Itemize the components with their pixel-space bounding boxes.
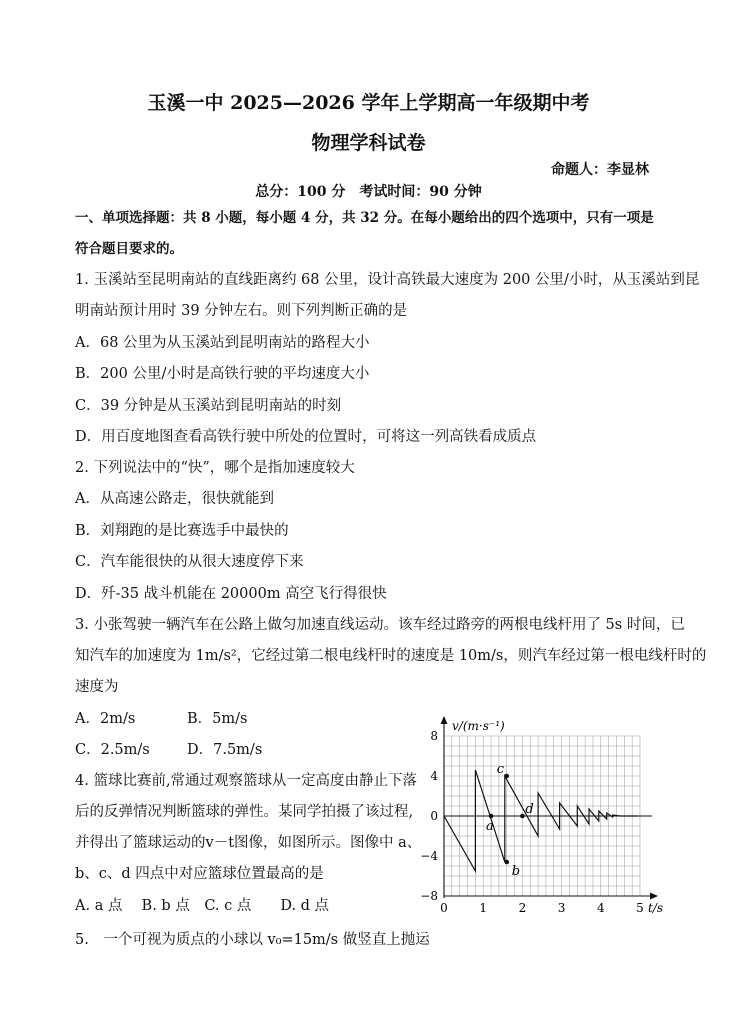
velocity-time-graph xyxy=(412,712,670,922)
point-a-label: a xyxy=(486,819,494,834)
x-tick-label: 2 xyxy=(518,901,527,915)
section-heading: 一、单项选择题：共 8 小题，每小题 4 分，共 32 分。在每小题给出的四个选项中，只有一项是 xyxy=(75,210,654,226)
q1-stem-line1: 1. 玉溪站至昆明南站的直线距离约 68 公里，设计高铁最大速度为 200 公里/小时，从玉溪站到昆 xyxy=(75,272,700,288)
x-tick-label: 3 xyxy=(557,901,566,915)
q4-stem-line1: 4. 篮球比赛前,常通过观察篮球从一定高度由静止下落 xyxy=(75,773,418,789)
x-tick-label: 1 xyxy=(479,901,488,915)
point-b-marker xyxy=(504,860,509,865)
y-axis-label: v/(m·s⁻¹) xyxy=(452,719,505,733)
q3-stem-line1: 3. 小张驾驶一辆汽车在公路上做匀加速直线运动。该车经过路旁的两根电线杆用了 5s 时间，已 xyxy=(75,617,685,633)
q3-option-b: B．5m/s xyxy=(187,711,248,727)
point-d-label: d xyxy=(525,802,534,817)
point-a-marker xyxy=(489,814,494,819)
q4-stem-line2: 后的反弹情况判断篮球的弹性。某同学拍摄了该过程, xyxy=(75,804,414,820)
q4-stem-line3: 并得出了篮球运动的v－t图像，如图所示。图像中 a、 xyxy=(75,835,422,851)
point-c-marker xyxy=(504,774,509,779)
y-tick-label: 0 xyxy=(430,809,438,823)
y-tick-label: 4 xyxy=(430,769,438,783)
q3-option-c: C．2.5m/s xyxy=(75,742,150,758)
q2-option-d: D．歼-35 战斗机能在 20000m 高空飞行得很快 xyxy=(75,586,387,602)
y-tick-label: 8 xyxy=(430,729,438,743)
score-time-line: 总分：100 分 考试时间：90 分钟 xyxy=(255,184,482,200)
q5-stem-line1: 5. 一个可视为质点的小球以 v₀=15m/s 做竖直上抛运 xyxy=(75,932,430,948)
x-tick-label: 4 xyxy=(596,901,605,915)
author-line: 命题人：李显林 xyxy=(551,162,649,178)
q3-option-d: D．7.5m/s xyxy=(187,742,263,758)
q1-option-b: B．200 公里/小时是高铁行驶的平均速度大小 xyxy=(75,366,370,382)
x-tick-label: 0 xyxy=(440,901,448,915)
q1-stem-line2: 明南站预计用时 39 分钟左右。则下列判断正确的是 xyxy=(75,303,408,319)
point-d-marker xyxy=(520,814,525,819)
point-b-label: b xyxy=(511,864,521,879)
q4-stem-line4: b、c、d 四点中对应篮球位置最高的是 xyxy=(75,866,324,882)
exam-title: 玉溪一中 2025—2026 学年上学期高一年级期中考 xyxy=(147,92,590,114)
q3-stem-line3: 速度为 xyxy=(75,679,119,695)
graph-labeled-points xyxy=(486,762,534,879)
q1-option-a: A．68 公里为从玉溪站到昆明南站的路程大小 xyxy=(75,335,370,351)
q3-stem-line2: 知汽车的加速度为 1m/s²，它经过第二根电线杆时的速度是 10m/s，则汽车经过第一根电线杆时的 xyxy=(75,648,707,664)
q1-option-c: C．39 分钟是从玉溪站到昆明南站的时刻 xyxy=(75,398,342,414)
y-tick-label: −4 xyxy=(420,849,438,863)
x-axis-arrow xyxy=(650,893,658,900)
section-heading-cont: 符合题目要求的。 xyxy=(75,241,183,257)
y-axis-arrow xyxy=(441,716,448,724)
x-tick-label: 5 xyxy=(636,901,644,915)
graph-tick-labels xyxy=(420,729,644,915)
graph-axes xyxy=(441,716,659,900)
q2-stem: 2. 下列说法中的“快”，哪个是指加速度较大 xyxy=(75,460,355,476)
q3-option-a: A．2m/s xyxy=(75,711,136,727)
x-axis-label: t/s xyxy=(648,901,664,915)
q2-option-c: C．汽车能很快的从很大速度停下来 xyxy=(75,554,304,570)
y-tick-label: −8 xyxy=(420,889,438,903)
point-c-label: c xyxy=(496,762,505,777)
q2-option-b: B．刘翔跑的是比赛选手中最快的 xyxy=(75,523,289,539)
q2-option-a: A．从高速公路走，很快就能到 xyxy=(75,491,274,507)
exam-subtitle: 物理学科试卷 xyxy=(311,132,426,154)
q4-options: A. a 点 B. b 点 C. c 点 D. d 点 xyxy=(75,898,330,914)
q1-option-d: D．用百度地图查看高铁行驶中所处的位置时，可将这一列高铁看成质点 xyxy=(75,429,537,445)
